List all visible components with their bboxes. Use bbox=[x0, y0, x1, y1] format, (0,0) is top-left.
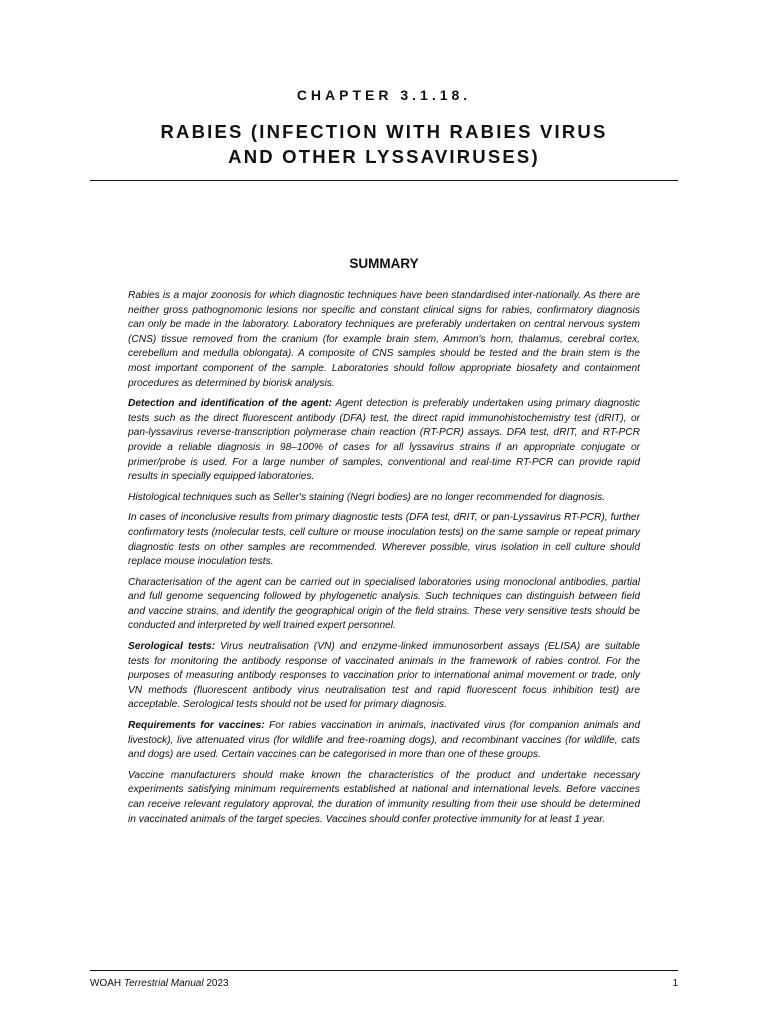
vaccines-text: For rabies vaccination in animals, inactivated virus (for companion animals and livestock), live attenuated virus (for wildlife and free-roaming dogs), and recombinant vaccines (for wildlife, cats and dogs) are used. Certain vaccines can be categorised in more than one of these groups. bbox=[128, 720, 640, 761]
serology-lead: Serological tests: bbox=[128, 641, 216, 653]
footer-divider bbox=[90, 970, 678, 971]
footer-org: WOAH bbox=[90, 978, 122, 989]
summary-paragraph-characterisation: Characterisation of the agent can be carried out in specialised laboratories using monoclonal antibodies, partial and full genome sequencing followed by phylogenetic analysis. Such techniques can distinguish between field and vaccine strains, and identify the geographical origin of the field strains. These very sensitive tests should be conducted and interpreted by well trained expert personnel. bbox=[128, 576, 640, 632]
title-divider bbox=[90, 180, 678, 181]
chapter-title bbox=[90, 119, 678, 169]
summary-paragraph-vaccines bbox=[128, 719, 640, 763]
title-line-2: AND OTHER LYSSAVIRUSES) bbox=[228, 146, 540, 167]
title-line-1: RABIES (INFECTION WITH RABIES VIRUS bbox=[160, 121, 608, 142]
summary-body bbox=[128, 289, 640, 833]
footer-year: 2023 bbox=[206, 978, 229, 989]
summary-paragraph-detection bbox=[128, 397, 640, 485]
serology-text: Virus neutralisation (VN) and enzyme-linked immunosorbent assays (ELISA) are suitable tests for monitoring the antibody response of vaccinated animals in the framework of rabies control. For the purposes of measuring antibody responses to vaccination prior to international animal movement or trade, only VN methods (fluorescent antibody virus neutralisation test and rapid fluorescent focus inhibition test) are acceptable. Serological tests should not be used for primary diagnosis. bbox=[128, 641, 640, 711]
summary-paragraph-inconclusive: In cases of inconclusive results from primary diagnostic tests (DFA test, dRIT, or pan-Lyssavirus RT-PCR), further confirmatory tests (molecular tests, cell culture or mouse inoculation tests) on the same sample or repeat primary diagnostic tests on other samples are recommended. Wherever possible, virus isolation in cell culture should replace mouse inoculation tests. bbox=[128, 512, 640, 568]
chapter-number: CHAPTER 3.1.18. bbox=[296, 87, 472, 103]
detection-lead: Detection and identification of the agent: bbox=[128, 398, 332, 410]
detection-text: Agent detection is preferably undertaken using primary diagnostic tests such as the direct fluorescent antibody (DFA) test, the direct rapid immunohistochemistry test (dRIT), or pan-lyssavirus reverse-transcription polymerase chain reaction (RT-PCR) assays. DFA test, dRIT, and RT-PCR provide a reliable diagnosis in 98–100% of cases for all lyssavirus strains if an appropriate conjugate or primer/probe is used. For a large number of samples, conventional and real-time RT-PCR can provide rapid results in specially equipped laboratories. bbox=[128, 398, 640, 483]
page-number: 1 bbox=[672, 978, 678, 989]
summary-paragraph-serology bbox=[128, 640, 640, 713]
vaccines-lead: Requirements for vaccines: bbox=[128, 720, 265, 732]
footer-source bbox=[90, 978, 229, 989]
summary-paragraph-histology: Histological techniques such as Seller's staining (Negri bodies) are no longer recommended for diagnosis. bbox=[128, 491, 606, 503]
summary-paragraph-intro: Rabies is a major zoonosis for which diagnostic techniques have been standardised inter-nationally. As there are neither gross pathognomonic lesions nor specific and constant clinical signs for rabies, confirmatory diagnosis can only be made in the laboratory. Laboratory techniques are preferably undertaken on central nervous system (CNS) tissue removed from the cranium (for example brain stem, Ammon's horn, thalamus, cerebral cortex, cerebellum and medulla oblongata). A composite of CNS samples should be tested and the brain stem is the most important component of the sample. Laboratories should follow appropriate biosafety and containment procedures as determined by biorisk analysis. bbox=[128, 290, 640, 389]
summary-paragraph-manufacturers: Vaccine manufacturers should make known the characteristics of the product and undertake necessary experiments satisfying minimum requirements established at national and international levels. Before vaccines can receive relevant regulatory approval, the duration of immunity resulting from their use should be determined in vaccinated animals of the target species. Vaccines should confer protective immunity for at least 1 year. bbox=[128, 769, 640, 825]
summary-heading: SUMMARY bbox=[349, 256, 419, 271]
footer-manual: Terrestrial Manual bbox=[123, 978, 204, 989]
